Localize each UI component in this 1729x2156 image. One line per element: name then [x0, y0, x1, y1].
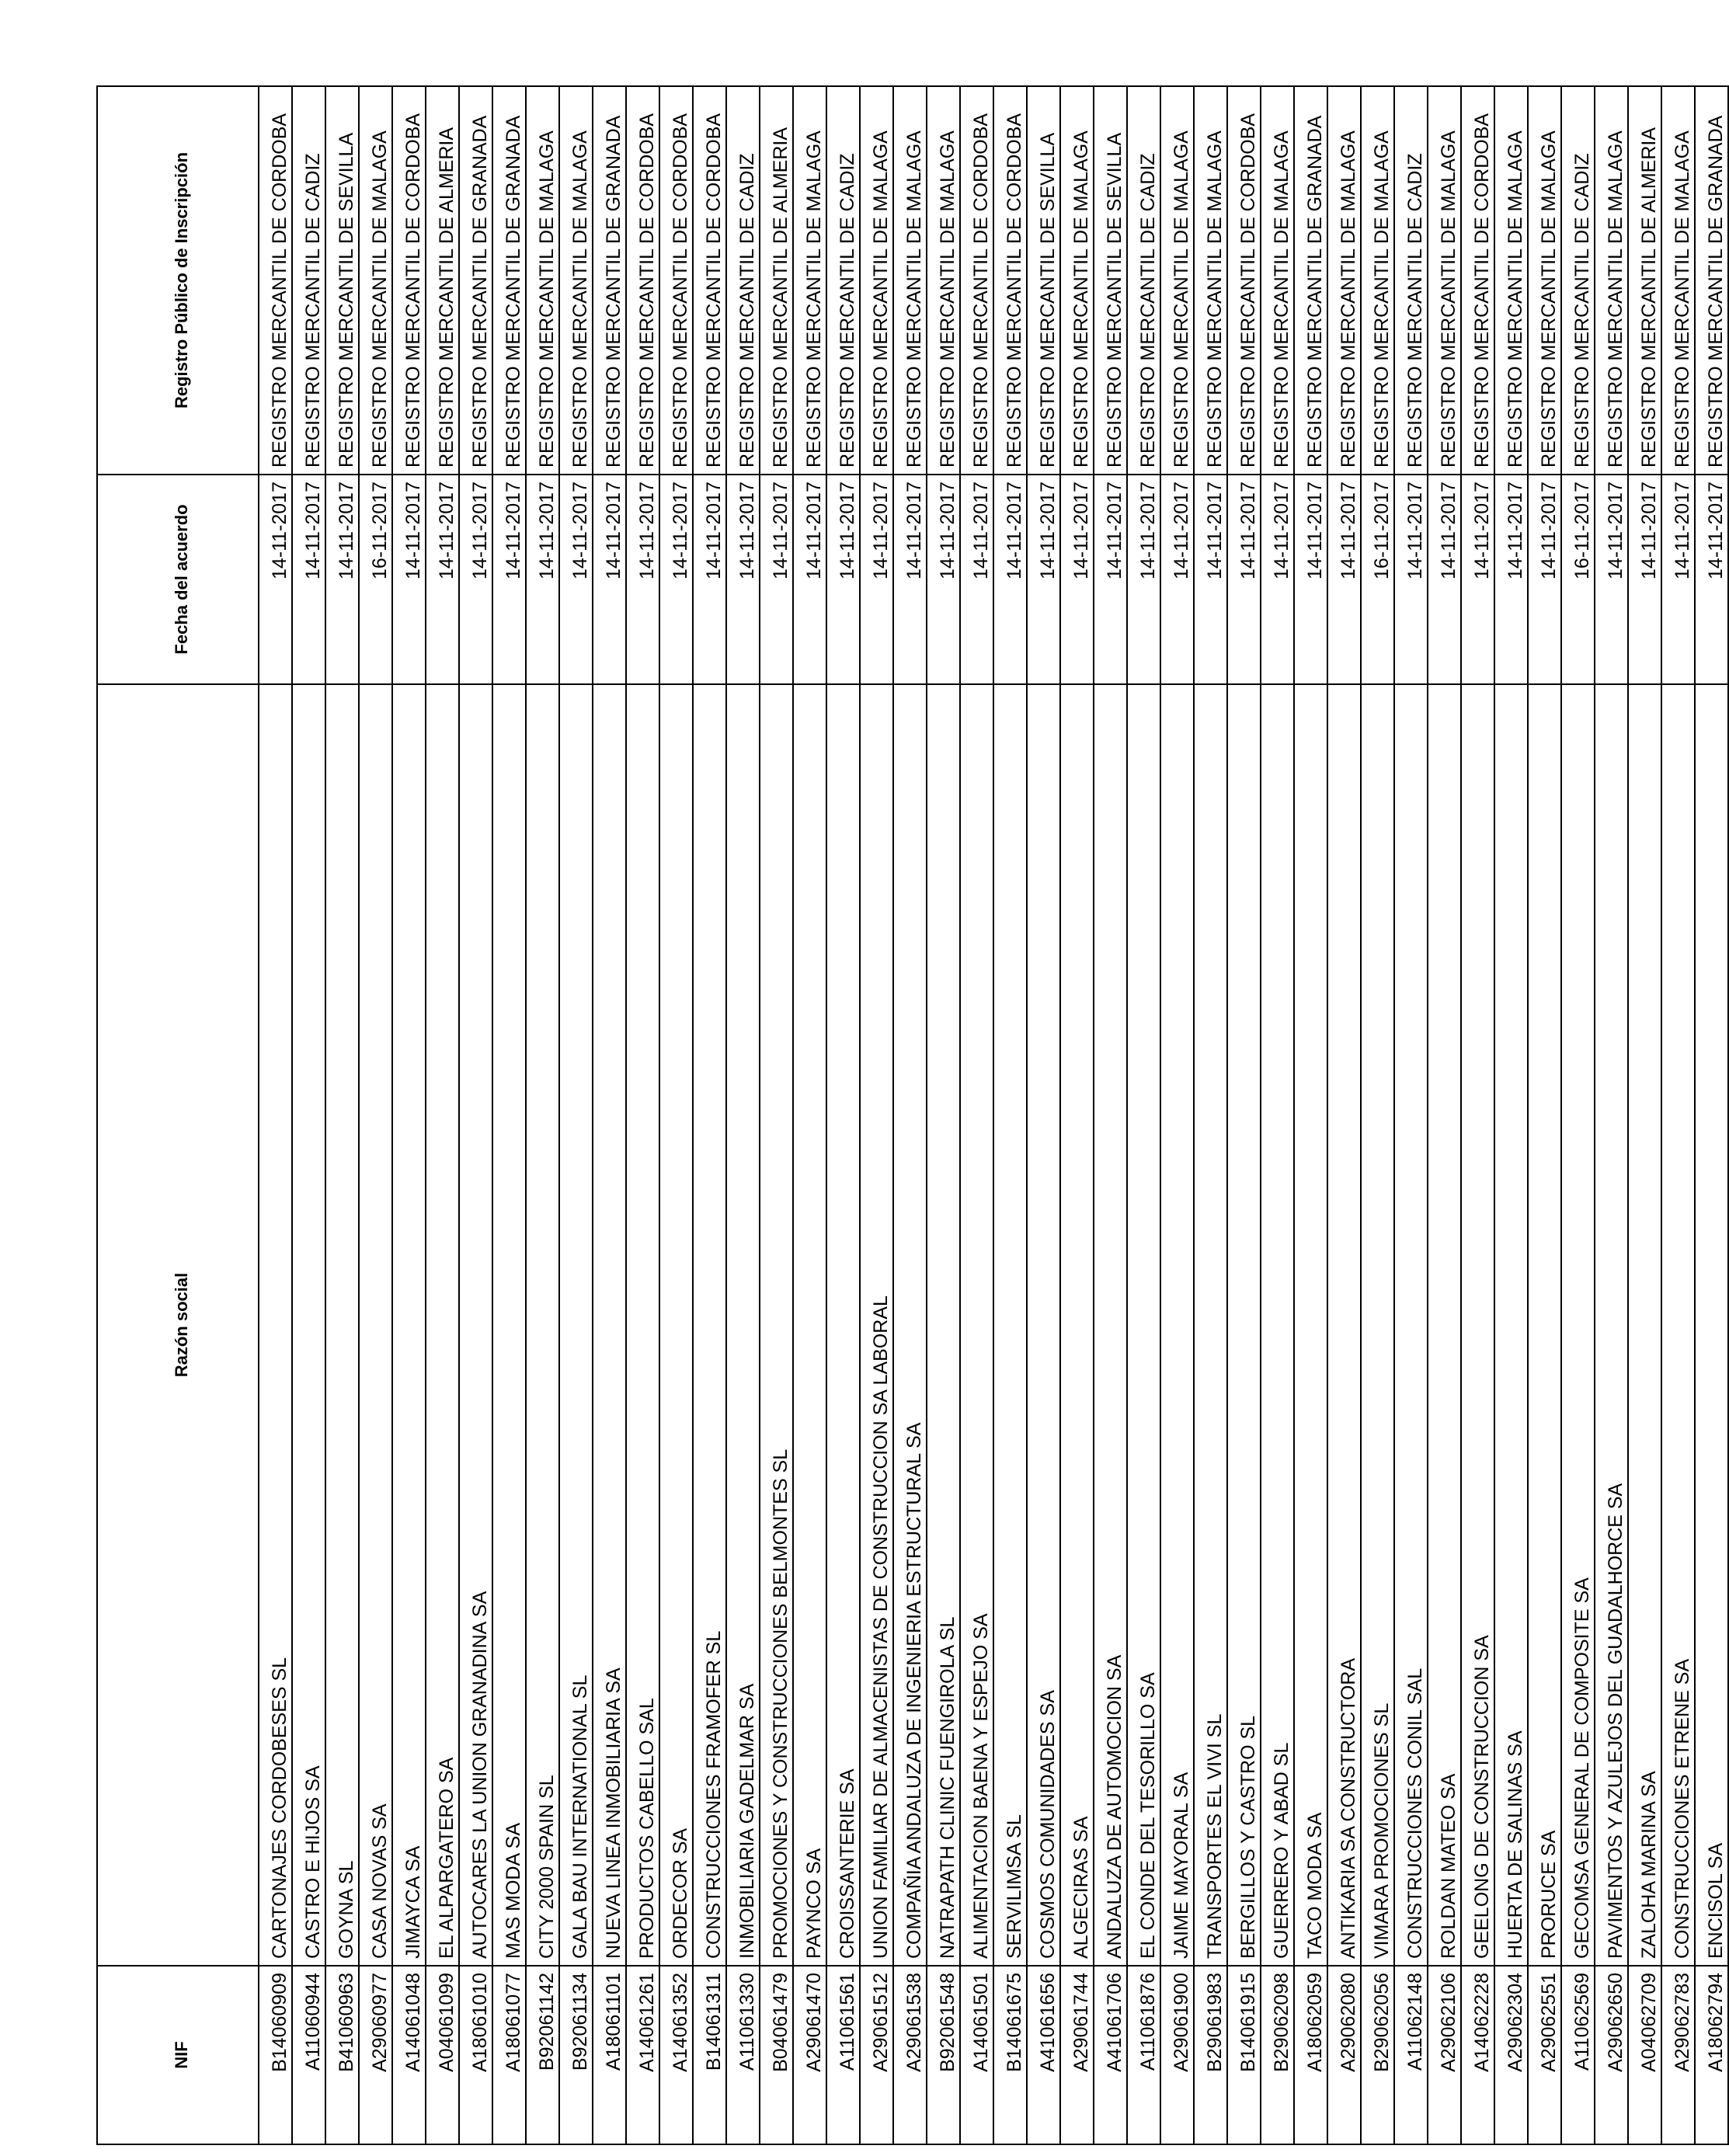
table-row [259, 86, 292, 2144]
cell-nif: A11061561 [826, 1966, 860, 2144]
cell-razon-social: CONSTRUCCIONES FRAMOFER SL [693, 684, 726, 1966]
cell-razon-social: ALGECIRAS SA [1060, 684, 1094, 1966]
cell-fecha: 14-11-2017 [1027, 475, 1060, 684]
cell-razon-social: GOYNA SL [325, 684, 359, 1966]
cell-fecha: 14-11-2017 [459, 475, 492, 684]
cell-razon-social: ENCISOL SA [1695, 684, 1728, 1966]
table-row [359, 86, 392, 2144]
cell-razon-social: AUTOCARES LA UNION GRANADINA SA [459, 684, 492, 1966]
cell-nif: A14062228 [1461, 1966, 1494, 2144]
cell-fecha: 14-11-2017 [325, 475, 359, 684]
cell-fecha: 14-11-2017 [1695, 475, 1728, 684]
cell-razon-social: TACO MODA SA [1294, 684, 1327, 1966]
cell-registro: REGISTRO MERCANTIL DE CADIZ [726, 86, 760, 475]
table-row [793, 86, 826, 2144]
cell-razon-social: NATRAPATH CLINIC FUENGIROLA SL [927, 684, 960, 1966]
cell-nif: B14061675 [993, 1966, 1027, 2144]
cell-nif: B29062098 [1261, 1966, 1294, 2144]
cell-fecha: 14-11-2017 [1494, 475, 1528, 684]
cell-razon-social: INMOBILIARIA GADELMAR SA [726, 684, 760, 1966]
cell-nif: A41061656 [1027, 1966, 1060, 2144]
cell-registro: REGISTRO MERCANTIL DE CADIZ [1394, 86, 1428, 475]
cell-registro: REGISTRO MERCANTIL DE CORDOBA [693, 86, 726, 475]
cell-razon-social: CITY 2000 SPAIN SL [526, 684, 559, 1966]
cell-nif: B14061311 [693, 1966, 726, 2144]
cell-registro: REGISTRO MERCANTIL DE SEVILLA [1094, 86, 1127, 475]
cell-nif: A11061876 [1127, 1966, 1160, 2144]
cell-fecha: 14-11-2017 [292, 475, 325, 684]
cell-fecha: 14-11-2017 [693, 475, 726, 684]
cell-razon-social: HUERTA DE SALINAS SA [1494, 684, 1528, 1966]
cell-razon-social: EL CONDE DEL TESORILLO SA [1127, 684, 1160, 1966]
cell-razon-social: PAYNCO SA [793, 684, 826, 1966]
table-row [760, 86, 793, 2144]
table-row [292, 86, 325, 2144]
cell-razon-social: JIMAYCA SA [392, 684, 426, 1966]
cell-registro: REGISTRO MERCANTIL DE MALAGA [1595, 86, 1628, 475]
cell-registro: REGISTRO MERCANTIL DE GRANADA [492, 86, 526, 475]
table-row [1027, 86, 1060, 2144]
cell-fecha: 14-11-2017 [559, 475, 593, 684]
table-header-row [97, 86, 259, 2144]
cell-razon-social: ANTIKARIA SA CONSTRUCTORA [1327, 684, 1361, 1966]
cell-fecha: 14-11-2017 [426, 475, 459, 684]
column-header-registro: Registro Público de Inscripción [97, 86, 259, 475]
cell-fecha: 16-11-2017 [359, 475, 392, 684]
cell-razon-social: ORDECOR SA [659, 684, 693, 1966]
cell-nif: A04062709 [1628, 1966, 1661, 2144]
table-row [426, 86, 459, 2144]
table-row [325, 86, 359, 2144]
cell-registro: REGISTRO MERCANTIL DE CORDOBA [259, 86, 292, 475]
cell-registro: REGISTRO MERCANTIL DE MALAGA [1194, 86, 1227, 475]
cell-fecha: 14-11-2017 [1595, 475, 1628, 684]
column-header-razon-social: Razón social [97, 684, 259, 1966]
table-row [893, 86, 927, 2144]
cell-registro: REGISTRO MERCANTIL DE GRANADA [1695, 86, 1728, 475]
cell-registro: REGISTRO MERCANTIL DE ALMERIA [760, 86, 793, 475]
cell-fecha: 14-11-2017 [526, 475, 559, 684]
cell-razon-social: CASTRO E HIJOS SA [292, 684, 325, 1966]
cell-fecha: 14-11-2017 [993, 475, 1027, 684]
cell-fecha: 14-11-2017 [1628, 475, 1661, 684]
cell-registro: REGISTRO MERCANTIL DE CADIZ [1561, 86, 1595, 475]
cell-razon-social: CONSTRUCCIONES CONIL SAL [1394, 684, 1428, 1966]
cell-nif: B29061983 [1194, 1966, 1227, 2144]
cell-nif: A14061261 [626, 1966, 659, 2144]
cell-registro: REGISTRO MERCANTIL DE MALAGA [927, 86, 960, 475]
cell-nif: A41061706 [1094, 1966, 1127, 2144]
cell-razon-social: NUEVA LINEA INMOBILIARIA SA [593, 684, 626, 1966]
cell-registro: REGISTRO MERCANTIL DE MALAGA [1661, 86, 1695, 475]
cell-nif: A29062080 [1327, 1966, 1361, 2144]
cell-registro: REGISTRO MERCANTIL DE GRANADA [593, 86, 626, 475]
table-row [626, 86, 659, 2144]
table-row [492, 86, 526, 2144]
cell-registro: REGISTRO MERCANTIL DE CORDOBA [1461, 86, 1494, 475]
cell-razon-social: COSMOS COMUNIDADES SA [1027, 684, 1060, 1966]
cell-registro: REGISTRO MERCANTIL DE MALAGA [1494, 86, 1528, 475]
cell-fecha: 14-11-2017 [1227, 475, 1261, 684]
cell-registro: REGISTRO MERCANTIL DE CORDOBA [659, 86, 693, 475]
cell-razon-social: SERVILIMSA SL [993, 684, 1027, 1966]
cell-registro: REGISTRO MERCANTIL DE SEVILLA [325, 86, 359, 475]
cell-razon-social: GUERRERO Y ABAD SL [1261, 684, 1294, 1966]
cell-fecha: 14-11-2017 [593, 475, 626, 684]
cell-registro: REGISTRO MERCANTIL DE MALAGA [1361, 86, 1394, 475]
table-row [693, 86, 726, 2144]
cell-razon-social: UNION FAMILIAR DE ALMACENISTAS DE CONSTRUCCION SA LABORAL [860, 684, 893, 1966]
cell-registro: REGISTRO MERCANTIL DE MALAGA [793, 86, 826, 475]
table-row [1661, 86, 1695, 2144]
column-header-fecha: Fecha del acuerdo [97, 475, 259, 684]
cell-registro: REGISTRO MERCANTIL DE CORDOBA [960, 86, 993, 475]
cell-registro: REGISTRO MERCANTIL DE MALAGA [1528, 86, 1561, 475]
cell-fecha: 14-11-2017 [1428, 475, 1461, 684]
cell-nif: A14061501 [960, 1966, 993, 2144]
cell-fecha: 14-11-2017 [960, 475, 993, 684]
cell-fecha: 14-11-2017 [1094, 475, 1127, 684]
cell-fecha: 14-11-2017 [626, 475, 659, 684]
cell-registro: REGISTRO MERCANTIL DE ALMERIA [1628, 86, 1661, 475]
cell-nif: A29062304 [1494, 1966, 1528, 2144]
cell-fecha: 14-11-2017 [1160, 475, 1194, 684]
table-row [659, 86, 693, 2144]
cell-nif: A11062569 [1561, 1966, 1595, 2144]
cell-fecha: 14-11-2017 [793, 475, 826, 684]
table-row [1361, 86, 1394, 2144]
table-row [526, 86, 559, 2144]
cell-fecha: 14-11-2017 [1294, 475, 1327, 684]
cell-fecha: 16-11-2017 [1561, 475, 1595, 684]
cell-razon-social: GALA BAU INTERNATIONAL SL [559, 684, 593, 1966]
cell-fecha: 14-11-2017 [927, 475, 960, 684]
cell-razon-social: JAIME MAYORAL SA [1160, 684, 1194, 1966]
cell-nif: A14061352 [659, 1966, 693, 2144]
cell-nif: A29062783 [1661, 1966, 1695, 2144]
cell-registro: REGISTRO MERCANTIL DE CORDOBA [392, 86, 426, 475]
table-row [1494, 86, 1528, 2144]
cell-registro: REGISTRO MERCANTIL DE GRANADA [1294, 86, 1327, 475]
cell-nif: A29060977 [359, 1966, 392, 2144]
table-row [1194, 86, 1227, 2144]
cell-registro: REGISTRO MERCANTIL DE CORDOBA [1227, 86, 1261, 475]
cell-razon-social: MAS MODA SA [492, 684, 526, 1966]
table-row [860, 86, 893, 2144]
cell-nif: A11060944 [292, 1966, 325, 2144]
cell-fecha: 14-11-2017 [1261, 475, 1294, 684]
cell-registro: REGISTRO MERCANTIL DE SEVILLA [1027, 86, 1060, 475]
table-row [1561, 86, 1595, 2144]
table-row [1394, 86, 1428, 2144]
cell-registro: REGISTRO MERCANTIL DE MALAGA [893, 86, 927, 475]
cell-registro: REGISTRO MERCANTIL DE CORDOBA [626, 86, 659, 475]
cell-registro: REGISTRO MERCANTIL DE CORDOBA [993, 86, 1027, 475]
table-row [1428, 86, 1461, 2144]
cell-registro: REGISTRO MERCANTIL DE MALAGA [1160, 86, 1194, 475]
cell-nif: B92061134 [559, 1966, 593, 2144]
cell-registro: REGISTRO MERCANTIL DE MALAGA [1428, 86, 1461, 475]
cell-razon-social: ANDALUZA DE AUTOMOCION SA [1094, 684, 1127, 1966]
cell-nif: A18061101 [593, 1966, 626, 2144]
cell-razon-social: CROISSANTERIE SA [826, 684, 860, 1966]
cell-fecha: 14-11-2017 [392, 475, 426, 684]
cell-registro: REGISTRO MERCANTIL DE CADIZ [292, 86, 325, 475]
cell-fecha: 14-11-2017 [1127, 475, 1160, 684]
cell-registro: REGISTRO MERCANTIL DE MALAGA [1060, 86, 1094, 475]
table-row [1060, 86, 1094, 2144]
cell-razon-social: GECOMSA GENERAL DE COMPOSITE SA [1561, 684, 1595, 1966]
cell-razon-social: PRORUCE SA [1528, 684, 1561, 1966]
table-row [1160, 86, 1194, 2144]
table-row [993, 86, 1027, 2144]
cell-nif: A29062551 [1528, 1966, 1561, 2144]
registry-table [96, 85, 1729, 2145]
table-row [960, 86, 993, 2144]
table-row [1094, 86, 1127, 2144]
cell-nif: A29061512 [860, 1966, 893, 2144]
cell-razon-social: ZALOHA MARINA SA [1628, 684, 1661, 1966]
cell-nif: A18061010 [459, 1966, 492, 2144]
table-row [1628, 86, 1661, 2144]
cell-nif: A29062106 [1428, 1966, 1461, 2144]
table-row [459, 86, 492, 2144]
table-row [1695, 86, 1728, 2144]
cell-nif: A04061099 [426, 1966, 459, 2144]
cell-fecha: 16-11-2017 [1361, 475, 1394, 684]
cell-fecha: 14-11-2017 [659, 475, 693, 684]
cell-nif: A29061744 [1060, 1966, 1094, 2144]
cell-razon-social: PROMOCIONES Y CONSTRUCCIONES BELMONTES SL [760, 684, 793, 1966]
cell-nif: A11062148 [1394, 1966, 1428, 2144]
cell-razon-social: ALIMENTACION BAENA Y ESPEJO SA [960, 684, 993, 1966]
cell-registro: REGISTRO MERCANTIL DE MALAGA [860, 86, 893, 475]
cell-fecha: 14-11-2017 [893, 475, 927, 684]
table-row [1261, 86, 1294, 2144]
cell-fecha: 14-11-2017 [860, 475, 893, 684]
cell-registro: REGISTRO MERCANTIL DE MALAGA [1327, 86, 1361, 475]
cell-fecha: 14-11-2017 [1661, 475, 1695, 684]
cell-fecha: 14-11-2017 [1528, 475, 1561, 684]
table-row [392, 86, 426, 2144]
cell-nif: B14061915 [1227, 1966, 1261, 2144]
cell-razon-social: COMPAÑIA ANDALUZA DE INGENIERIA ESTRUCTURAL SA [893, 684, 927, 1966]
cell-razon-social: CASA NOVAS SA [359, 684, 392, 1966]
cell-nif: B04061479 [760, 1966, 793, 2144]
cell-fecha: 14-11-2017 [1060, 475, 1094, 684]
cell-fecha: 14-11-2017 [826, 475, 860, 684]
table-row [1227, 86, 1261, 2144]
cell-razon-social: GEELONG DE CONSTRUCCION SA [1461, 684, 1494, 1966]
cell-nif: B29062056 [1361, 1966, 1394, 2144]
cell-razon-social: TRANSPORTES EL VIVI SL [1194, 684, 1227, 1966]
table-row [1127, 86, 1160, 2144]
table-row [593, 86, 626, 2144]
cell-registro: REGISTRO MERCANTIL DE MALAGA [526, 86, 559, 475]
cell-nif: A29061538 [893, 1966, 927, 2144]
cell-nif: B14060909 [259, 1966, 292, 2144]
table-row [1294, 86, 1327, 2144]
cell-razon-social: EL ALPARGATERO SA [426, 684, 459, 1966]
table-row [726, 86, 760, 2144]
cell-fecha: 14-11-2017 [492, 475, 526, 684]
column-header-nif: NIF [97, 1966, 259, 2144]
cell-nif: A11061330 [726, 1966, 760, 2144]
cell-nif: B41060963 [325, 1966, 359, 2144]
cell-fecha: 14-11-2017 [1394, 475, 1428, 684]
cell-nif: B92061548 [927, 1966, 960, 2144]
cell-nif: A29061470 [793, 1966, 826, 2144]
cell-registro: REGISTRO MERCANTIL DE MALAGA [559, 86, 593, 475]
cell-registro: REGISTRO MERCANTIL DE MALAGA [359, 86, 392, 475]
cell-registro: REGISTRO MERCANTIL DE ALMERIA [426, 86, 459, 475]
cell-registro: REGISTRO MERCANTIL DE MALAGA [1261, 86, 1294, 475]
table-row [1327, 86, 1361, 2144]
table-row [1528, 86, 1561, 2144]
cell-nif: A18062794 [1695, 1966, 1728, 2144]
cell-razon-social: VIMARA PROMOCIONES SL [1361, 684, 1394, 1966]
cell-razon-social: PRODUCTOS CABELLO SAL [626, 684, 659, 1966]
cell-fecha: 14-11-2017 [1461, 475, 1494, 684]
cell-nif: A14061048 [392, 1966, 426, 2144]
cell-nif: A29062650 [1595, 1966, 1628, 2144]
cell-razon-social: BERGILLOS Y CASTRO SL [1227, 684, 1261, 1966]
cell-razon-social: CARTONAJES CORDOBESES SL [259, 684, 292, 1966]
cell-nif: B92061142 [526, 1966, 559, 2144]
cell-fecha: 14-11-2017 [1327, 475, 1361, 684]
cell-registro: REGISTRO MERCANTIL DE CADIZ [826, 86, 860, 475]
cell-razon-social: CONSTRUCCIONES ETRENE SA [1661, 684, 1695, 1966]
table-row [826, 86, 860, 2144]
cell-nif: A29061900 [1160, 1966, 1194, 2144]
cell-registro: REGISTRO MERCANTIL DE GRANADA [459, 86, 492, 475]
cell-fecha: 14-11-2017 [760, 475, 793, 684]
table-row [559, 86, 593, 2144]
cell-nif: A18062059 [1294, 1966, 1327, 2144]
table-row [1595, 86, 1628, 2144]
cell-fecha: 14-11-2017 [726, 475, 760, 684]
cell-fecha: 14-11-2017 [259, 475, 292, 684]
cell-registro: REGISTRO MERCANTIL DE CADIZ [1127, 86, 1160, 475]
cell-razon-social: PAVIMENTOS Y AZULEJOS DEL GUADALHORCE SA [1595, 684, 1628, 1966]
cell-fecha: 14-11-2017 [1194, 475, 1227, 684]
table-row [927, 86, 960, 2144]
rotated-document-page [96, 87, 1727, 2145]
cell-nif: A18061077 [492, 1966, 526, 2144]
cell-razon-social: ROLDAN MATEO SA [1428, 684, 1461, 1966]
table-row [1461, 86, 1494, 2144]
